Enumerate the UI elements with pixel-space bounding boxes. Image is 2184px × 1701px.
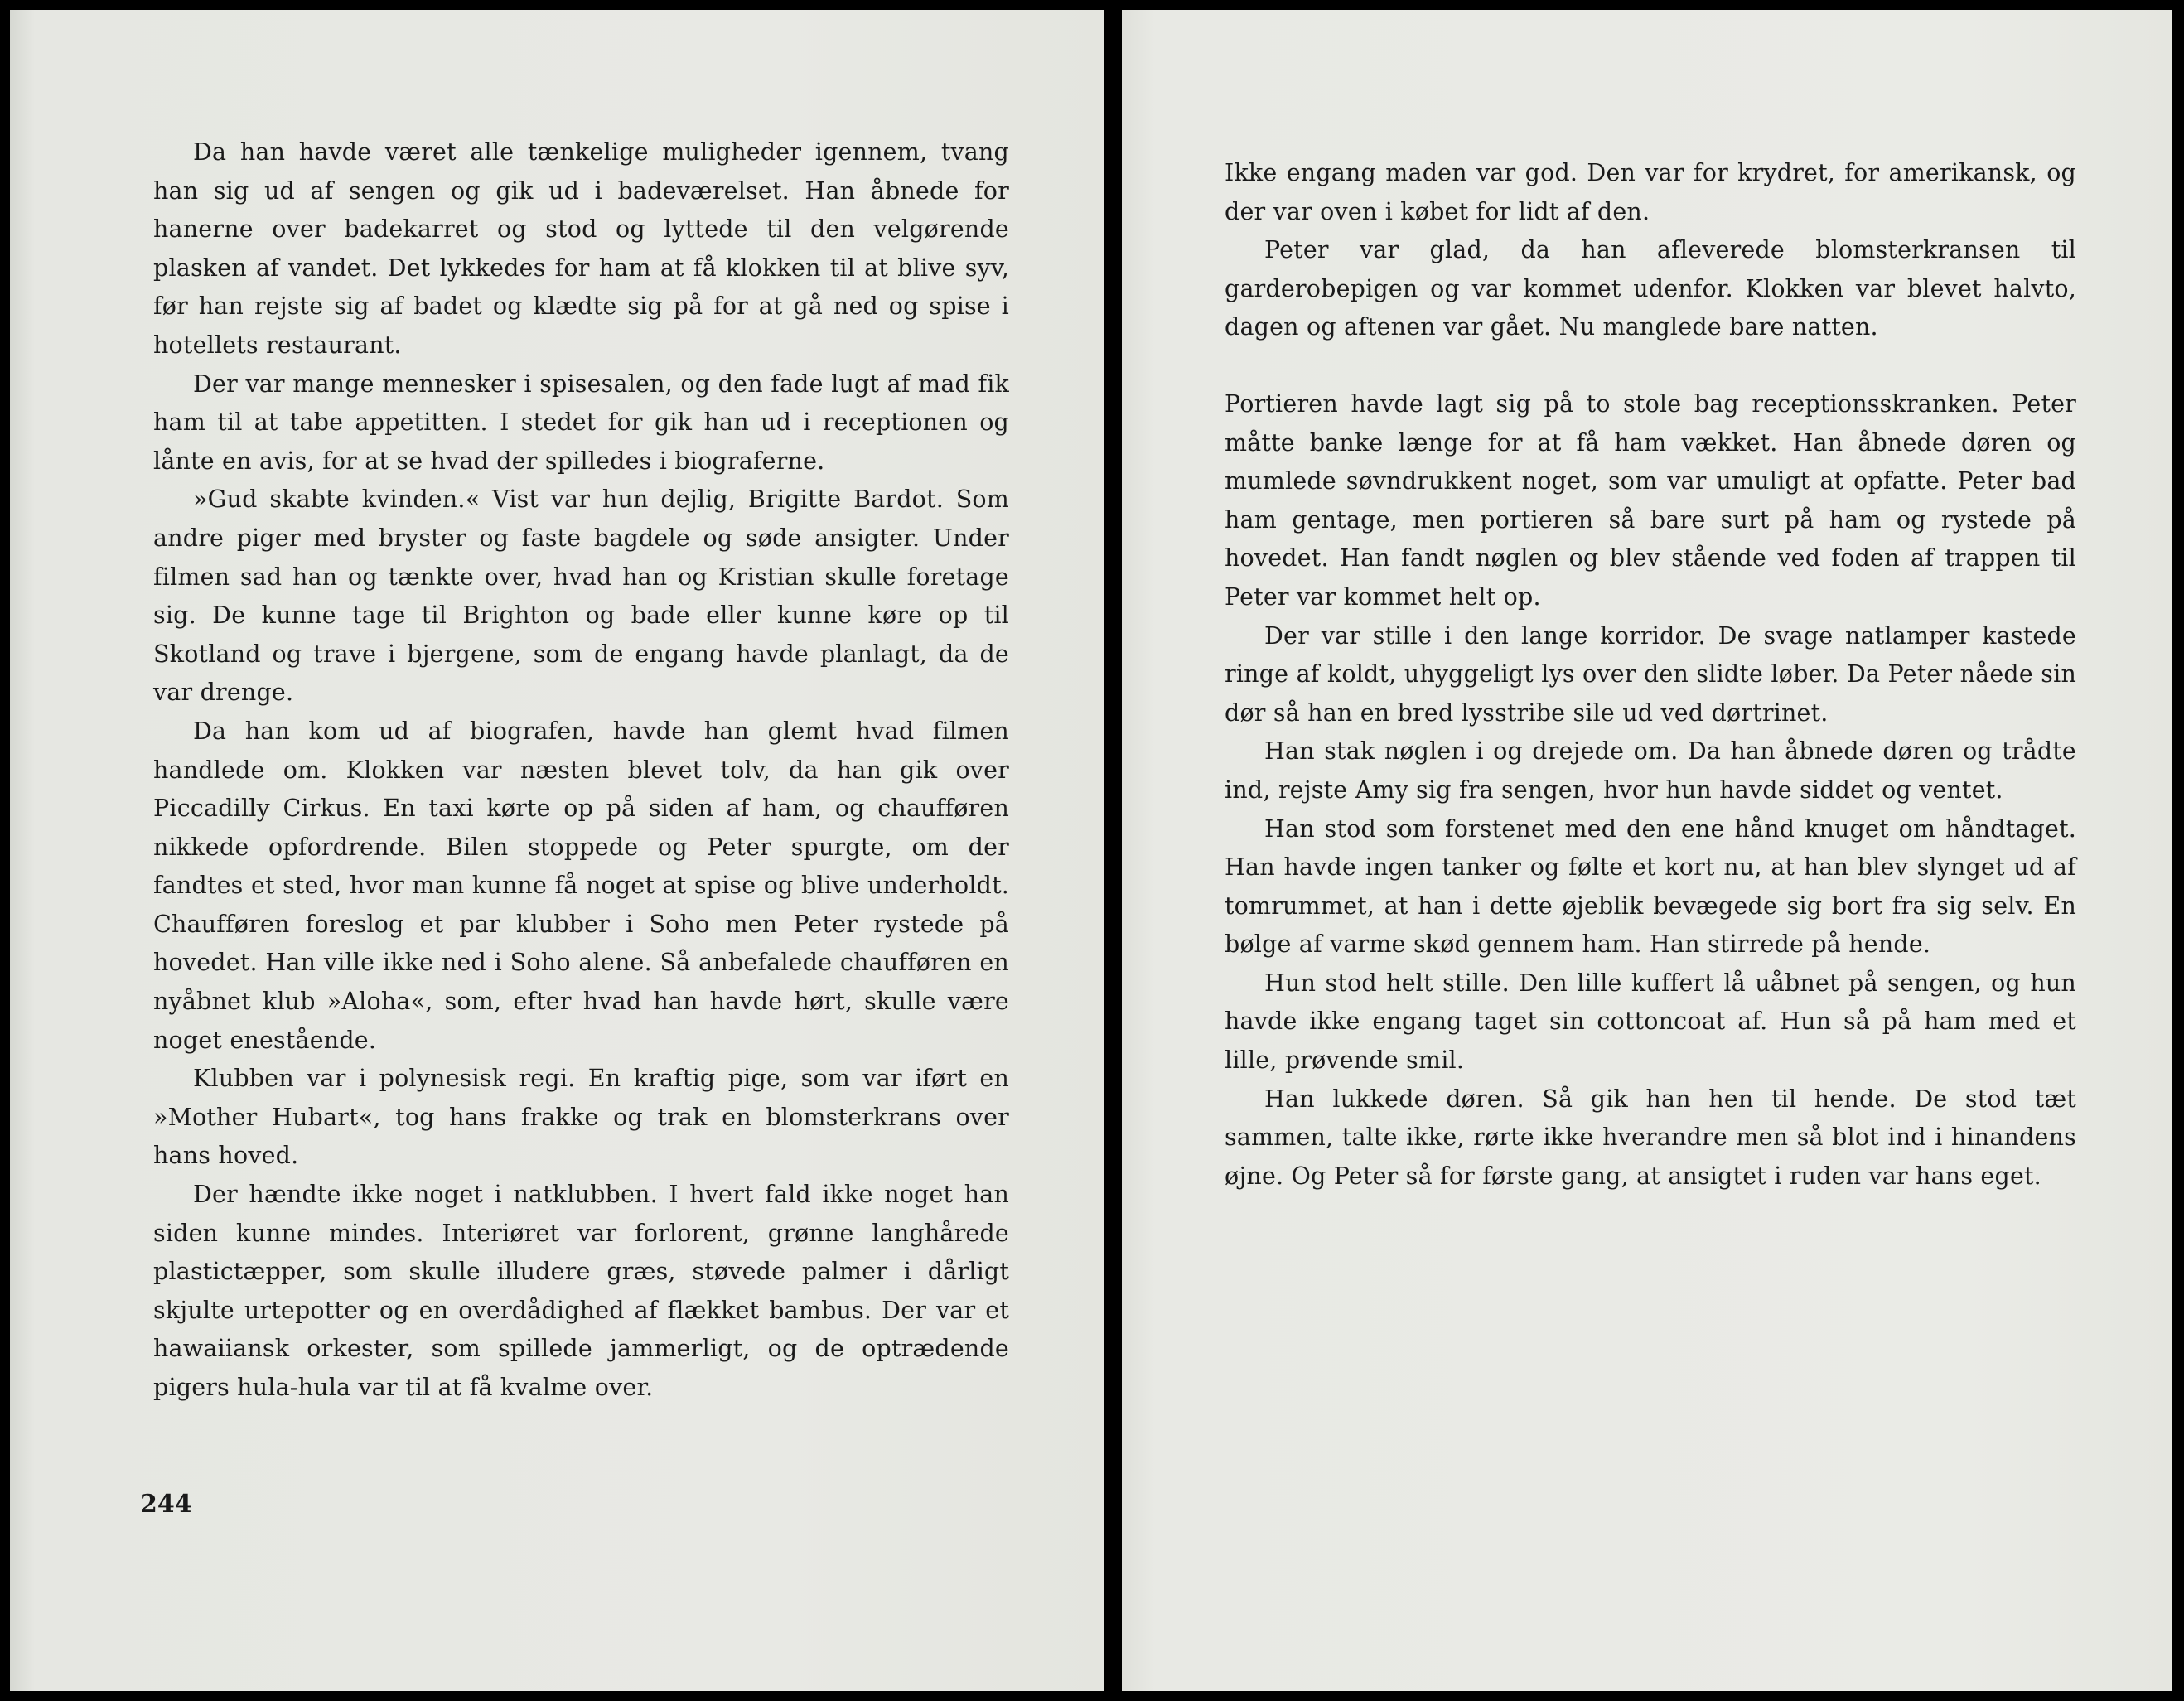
book-gutter xyxy=(1104,10,1122,1691)
paragraph: »Gud skabte kvinden.« Vist var hun dejlig, Brigitte Bardot. Som andre piger med bryster og faste bagdele og søde ansigter. Under filmen sad han og tænkte over, hvad han og Kristian skulle foretage sig. De kunne tage til Brighton og bade eller kunne køre op til Skotland og trave i bjergene, som de engang havde planlagt, da de var drenge. xyxy=(153,486,1009,707)
paragraph: Han lukkede døren. Så gik han hen til hende. De stod tæt sammen, talte ikke, rørte ikke hverandre men så blot ind i hinandens øjne. Og Peter så for første gang, at ansigtet i ruden var hans eget. xyxy=(1225,1085,2076,1190)
paragraph: Han stod som forstenet med den ene hånd knuget om håndtaget. Han havde ingen tanker og følte et kort nu, at han blev slynget ud af tomrummet, at han i dette øjeblik bevægede sig bort fra sig selv. En bølge af varme skød gennem ham. Han stirrede på hende. xyxy=(1225,814,2076,959)
left-page xyxy=(10,10,1104,1691)
paragraph: Da han havde været alle tænkelige muligheder igennem, tvang han sig ud af sengen og gik ud i badeværelset. Han åbnede for hanerne over badekarret og stod og lyttede til den velgørende plasken af vandet. Det lykkedes for ham at få klokken til at blive syv, før han rejste sig af badet og klædte sig på for at gå ned og spise i hotellets restaurant. xyxy=(153,138,1009,359)
right-page-text xyxy=(1225,154,2076,1196)
paragraph: Portieren havde lagt sig på to stole bag receptionsskranken. Peter måtte banke længe for at få ham vækket. Han åbnede døren og mumlede søvndrukkent noget, som var umuligt at opfatte. Peter bad ham gentage, men portieren så bare surt på ham og rystede på hovedet. Han fandt nøglen og blev stående ved foden af trappen til Peter var kommet helt op. xyxy=(1225,389,2076,611)
page-number: 244 xyxy=(140,1490,192,1519)
paragraph: Han stak nøglen i og drejede om. Da han åbnede døren og trådte ind, rejste Amy sig fra sengen, hvor hun havde siddet og ventet. xyxy=(1225,737,2076,804)
paragraph: Der var mange mennesker i spisesalen, og den fade lugt af mad fik ham til at tabe appetitten. I stedet for gik han ud i receptionen og lånte en avis, for at se hvad der spilledes i biograferne. xyxy=(153,370,1009,475)
right-page xyxy=(1122,10,2172,1691)
paragraph: Klubben var i polynesisk regi. En kraftig pige, som var iført en »Mother Hubart«, tog hans frakke og trak en blomsterkrans over hans hoved. xyxy=(153,1065,1009,1170)
paragraph: Ikke engang maden var god. Den var for krydret, for amerikansk, og der var oven i købet for lidt af den. xyxy=(1225,159,2076,225)
paragraph: Da han kom ud af biografen, havde han glemt hvad filmen handlede om. Klokken var næsten blevet tolv, da han gik over Piccadilly Cirkus. En taxi kørte op på siden af ham, og chaufføren nikkede opfordrende. Bilen stoppede og Peter spurgte, om der fandtes et sted, hvor man kunne få noget at spise og blive underholdt. Chaufføren foreslog et par klubber i Soho men Peter rystede på hovedet. Han ville ikke ned i Soho alene. Så anbefalede chaufføren en nyåbnet klub »Aloha«, som, efter hvad han havde hørt, skulle være noget enestående. xyxy=(153,717,1009,1054)
paragraph: Hun stod helt stille. Den lille kuffert lå uåbnet på sengen, og hun havde ikke engang taget sin cottoncoat af. Hun så på ham med et lille, prøvende smil. xyxy=(1225,969,2076,1075)
paragraph: Peter var glad, da han afleverede blomsterkransen til garderobepigen og var kommet udenfor. Klokken var blevet halvto, dagen og aftenen var gået. Nu manglede bare natten. xyxy=(1225,236,2076,341)
paragraph: Der var stille i den lange korridor. De svage natlamper kastede ringe af koldt, uhyggeligt lys over den slidte løber. Da Peter nåede sin dør så han en bred lysstribe sile ud ved dørtrinet. xyxy=(1225,621,2076,727)
paragraph: Der hændte ikke noget i natklubben. I hvert fald ikke noget han siden kunne mindes. Interiøret var forlorent, grønne langhårede plastictæpper, som skulle illudere græs, støvede palmer i dårligt skjulte urtepotter og en overdådighed af flækket bambus. Der var et hawaiiansk orkester, som spillede jammerligt, og de optrædende pigers hula-hula var til at få kvalme over. xyxy=(153,1181,1009,1401)
left-page-text xyxy=(153,133,1009,1408)
